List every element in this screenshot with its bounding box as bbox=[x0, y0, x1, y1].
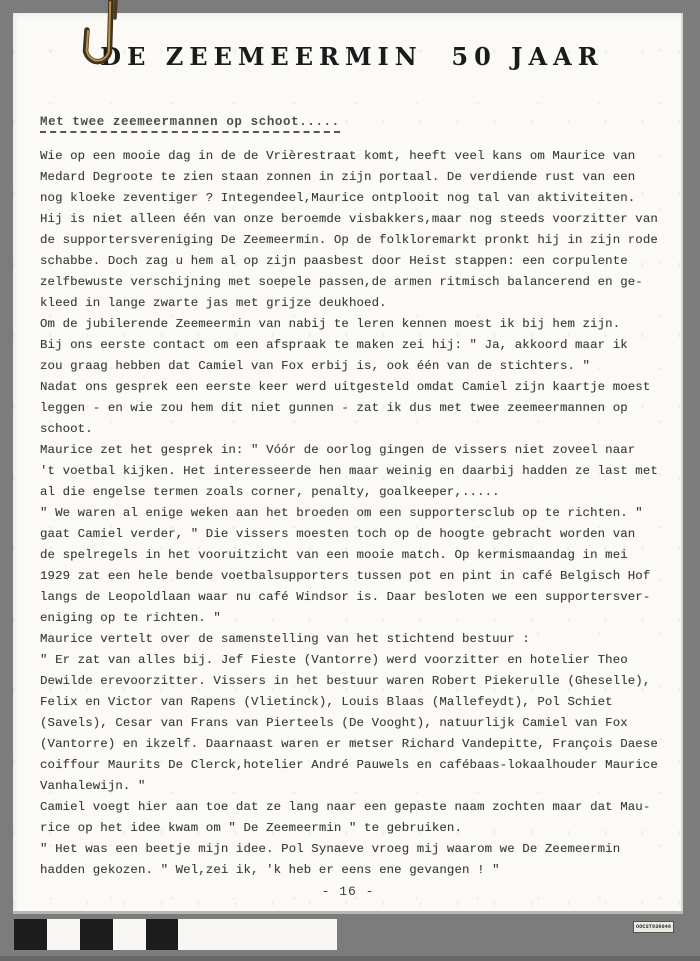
section-heading: Met twee zeemeermannen op schoot..... bbox=[40, 115, 340, 133]
page-title: DE ZEEMEERMIN 50 JAAR bbox=[100, 42, 604, 71]
section-heading-row bbox=[40, 112, 683, 133]
text-line: nog kloeke zeventiger ? Integendeel,Maurice ontplooit nog tal van aktiviteiten. bbox=[40, 191, 636, 206]
calibration-square bbox=[113, 919, 146, 950]
text-line: rice op het idee kwam om " De Zeemeermin " te gebruiken. bbox=[40, 821, 462, 836]
text-line: " We waren al enige weken aan het broeden om een supportersclub op te richten. " bbox=[40, 506, 643, 521]
calibration-square bbox=[14, 919, 47, 950]
text-line: Om de jubilerende Zeemeermin van nabij te leren kennen moest ik bij hem zijn. bbox=[40, 317, 621, 332]
text-line: al die engelse termen zoals corner, penalty, goalkeeper,..... bbox=[40, 485, 500, 500]
text-line: (Vantorre) en ikzelf. Daarnaast waren er metser Richard Vandepitte, François Daese bbox=[40, 737, 658, 752]
text-line: 't voetbal kijken. Het interesseerde hen maar weinig en daarbij hadden ze last met bbox=[40, 464, 658, 479]
text-line: (Savels), Cesar van Frans van Pierteels (De Vooght), natuurlijk Camiel van Fox bbox=[40, 716, 628, 731]
text-line: 1929 zat een hele bende voetbalsupporters tussen pot en pint in café Belgisch Hof bbox=[40, 569, 651, 584]
text-line: hadden gekozen. " Wel,zei ik, 'k heb er eens ene gevangen ! " bbox=[40, 863, 500, 878]
text-line: Camiel voegt hier aan toe dat ze lang naar een gepaste naam zochten maar dat Mau- bbox=[40, 800, 651, 815]
text-line: Felix en Victor van Rapens (Vlietinck), Louis Blaas (Mallefeydt), Pol Schiet bbox=[40, 695, 613, 710]
text-line: schabbe. Doch zag u hem al op zijn paasbest door Heist stappen: een corpulente bbox=[40, 254, 628, 269]
text-line: " Er zat van alles bij. Jef Fieste (Vantorre) werd voorzitter en hotelier Theo bbox=[40, 653, 628, 668]
calibration-white-bar bbox=[178, 919, 337, 950]
text-line: schoot. bbox=[40, 422, 93, 437]
text-line: de spelregels in het vooruitzicht van een mooie match. Op kermismaandag in mei bbox=[40, 548, 628, 563]
body-text bbox=[40, 146, 674, 881]
text-line: langs de Leopoldlaan waar nu café Windsor is. Daar besloten we een supportersver- bbox=[40, 590, 651, 605]
text-line: Nadat ons gesprek een eerste keer werd uitgesteld omdat Camiel zijn kaartje moest bbox=[40, 380, 651, 395]
text-line: eniging op te richten. " bbox=[40, 611, 221, 626]
paperclip-icon bbox=[82, 0, 124, 86]
text-line: " Het was een beetje mijn idee. Pol Synaeve vroeg mij waarom we De Zeemeermin bbox=[40, 842, 621, 857]
calibration-square bbox=[146, 919, 179, 950]
text-line: Dewilde erevoorzitter. Vissers in het bestuur waren Robert Piekerulle (Gheselle), bbox=[40, 674, 651, 689]
text-line: leggen - en wie zou hem dit niet gunnen - zat ik dus met twee zeemeermannen op bbox=[40, 401, 628, 416]
text-line: Hij is niet alleen één van onze beroemde visbakkers,maar nog steeds voorzitter van bbox=[40, 212, 658, 227]
text-line: coiffour Maurits De Clerck,hotelier André Pauwels en cafébaas-lokaalhouder Maurice bbox=[40, 758, 658, 773]
text-line: Bij ons eerste contact om een afspraak te maken zei hij: " Ja, akkoord maar ik bbox=[40, 338, 628, 353]
text-line: zou graag hebben dat Camiel van Fox erbij is, ook één van de stichters. " bbox=[40, 359, 591, 374]
text-line: de supportersvereniging De Zeemeermin. Op de folkloremarkt pronkt hij in zijn rode bbox=[40, 233, 658, 248]
page-number: - 16 - bbox=[321, 884, 375, 900]
text-line: gaat Camiel verder, " Die vissers moesten toch op de hoogte gebracht worden van bbox=[40, 527, 636, 542]
text-line: kleed in lange zwarte jas met grijze deukhoed. bbox=[40, 296, 387, 311]
text-line: Wie op een mooie dag in de de Vrièrestraat komt, heeft veel kans om Maurice van bbox=[40, 149, 636, 164]
calibration-strip bbox=[14, 919, 179, 950]
text-line: Maurice zet het gesprek in: " Vóór de oorlog gingen de vissers niet zoveel naar bbox=[40, 443, 636, 458]
text-line: Maurice vertelt over de samenstelling van het stichtend bestuur : bbox=[40, 632, 530, 647]
text-line: Vanhalewijn. " bbox=[40, 779, 146, 794]
paper-sheet bbox=[13, 13, 683, 914]
text-line: Medard Degroote te zien staan zonnen in zijn portaal. De verdiende rust van een bbox=[40, 170, 636, 185]
inventory-label: OOCST930046 bbox=[633, 921, 674, 933]
calibration-square bbox=[80, 919, 113, 950]
text-line: zelfbewuste verschijning met soepele passen,de armen ritmisch balancerend en ge- bbox=[40, 275, 643, 290]
calibration-square bbox=[47, 919, 80, 950]
